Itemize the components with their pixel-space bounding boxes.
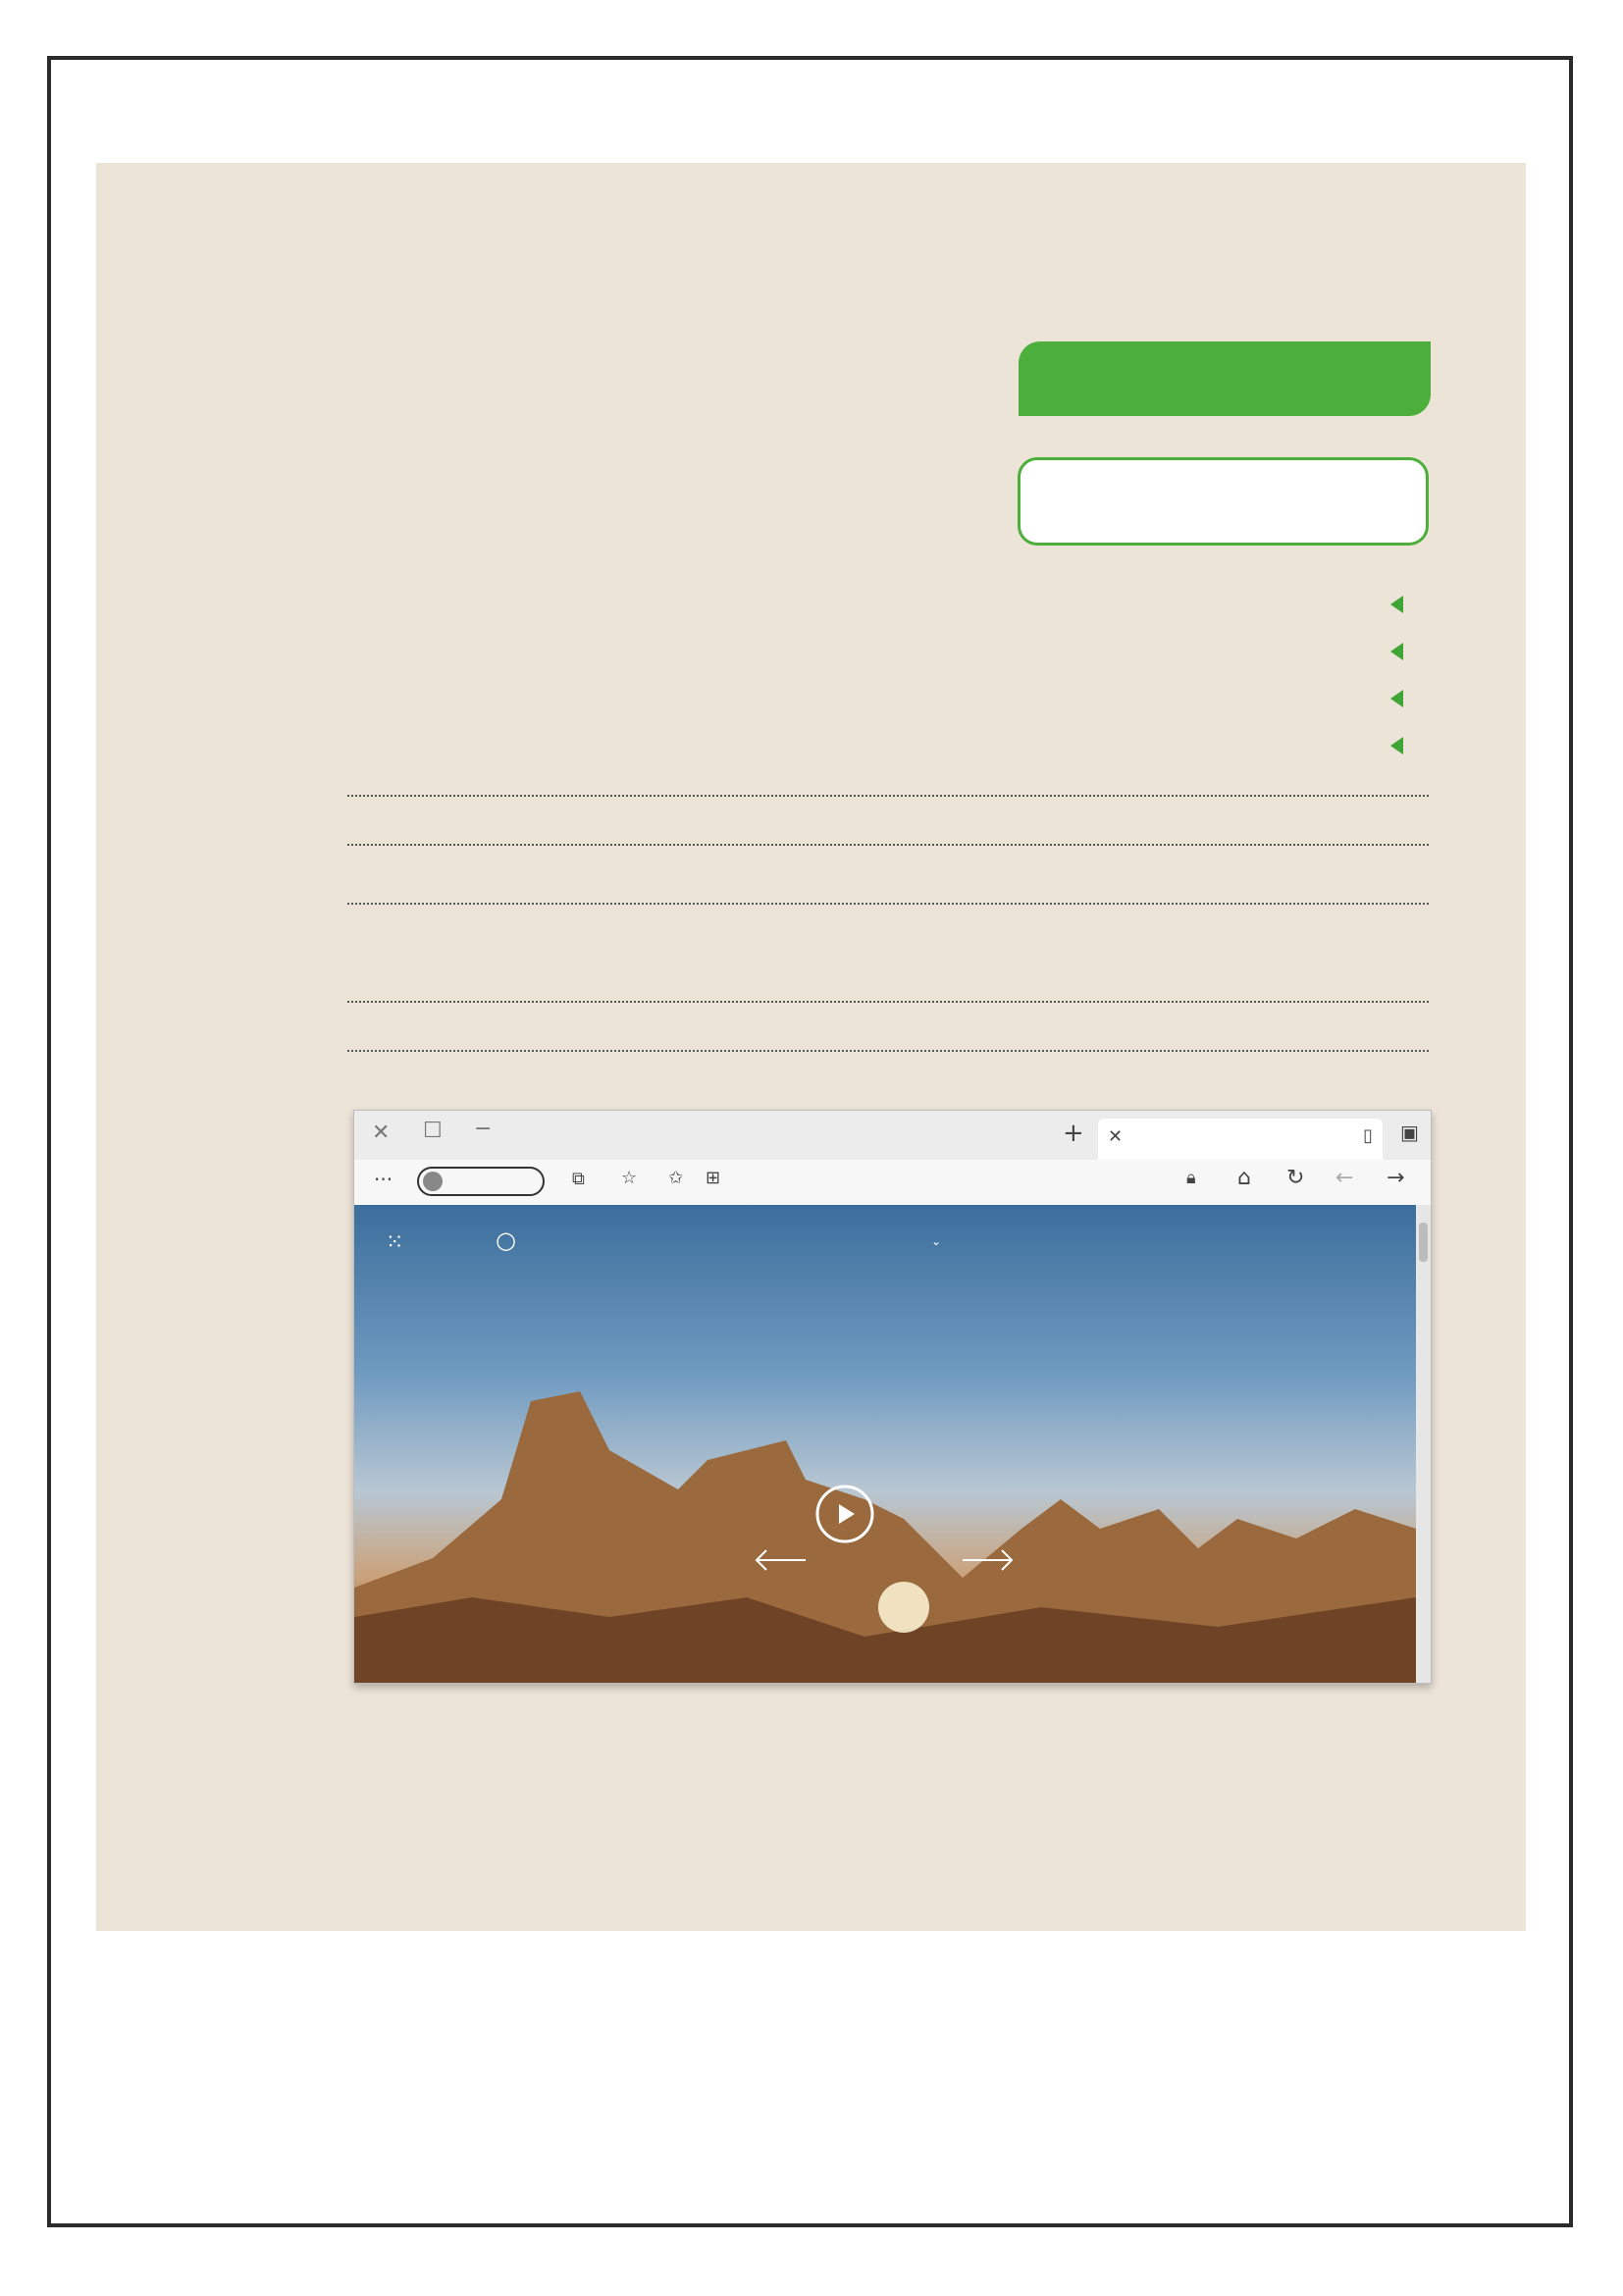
answer-line[interactable] (347, 844, 1429, 846)
browser-tab[interactable] (1098, 1119, 1383, 1160)
tab-bar (354, 1111, 1431, 1160)
home-icon[interactable]: ⌂ (1237, 1166, 1251, 1190)
step-item (471, 720, 1403, 767)
bullet-icon (1390, 690, 1403, 707)
new-tab-icon[interactable]: + (1063, 1119, 1084, 1148)
page-icon: ▯ (1363, 1125, 1373, 1146)
close-window-icon[interactable]: ✕ (372, 1121, 391, 1145)
back-icon[interactable]: → (1387, 1166, 1405, 1190)
ministry-logo (130, 1768, 365, 1915)
lock-icon: 🔒︎ (1186, 1168, 1196, 1188)
refresh-icon[interactable]: ↻ (1286, 1166, 1305, 1190)
search-icon[interactable]: ○ (496, 1226, 516, 1254)
goal-box (1018, 457, 1429, 546)
border-right-triangles (1573, 0, 1623, 2296)
answer-line[interactable] (347, 1050, 1429, 1052)
browser-window (353, 1110, 1432, 1684)
collections-icon[interactable]: ⧉ (572, 1169, 585, 1189)
answer-line[interactable] (347, 1001, 1429, 1003)
close-tab-icon[interactable]: ✕ (1108, 1126, 1124, 1147)
scroll-thumb[interactable] (1419, 1223, 1428, 1262)
border-bottom-triangles (0, 2227, 1623, 2296)
site-hero (354, 1205, 1416, 1683)
sync-button[interactable] (417, 1167, 545, 1196)
forward-icon[interactable]: ← (1335, 1166, 1354, 1190)
read-aloud-icon[interactable]: ⊞ (706, 1168, 721, 1188)
tab-actions-icon[interactable]: ▣ (1400, 1121, 1419, 1144)
ministry-logo-mark (130, 1768, 365, 1829)
steps-list (471, 579, 1403, 767)
section-tab (1019, 341, 1431, 416)
avatar (423, 1172, 443, 1191)
step-item (471, 673, 1403, 720)
favorites-icon[interactable]: ☆ (621, 1168, 638, 1188)
answer-line[interactable] (347, 795, 1429, 797)
ruins-graphic (354, 1205, 1416, 1683)
answer-line[interactable] (347, 903, 1429, 905)
grid-menu-icon[interactable]: ⁙ (386, 1230, 404, 1255)
scrollbar[interactable] (1416, 1205, 1431, 1683)
chevron-down-icon: ⌄ (931, 1234, 942, 1248)
minimize-icon[interactable]: − (474, 1117, 493, 1141)
vision-logo (982, 1225, 1051, 1279)
address-bar (354, 1160, 1431, 1206)
bullet-icon (1390, 737, 1403, 755)
border-top-triangles (0, 0, 1623, 56)
add-favorite-icon[interactable]: ✩ (668, 1168, 684, 1188)
bullet-icon (1390, 596, 1403, 613)
step-item (471, 579, 1403, 626)
maximize-icon[interactable]: ☐ (423, 1119, 443, 1143)
step-item (471, 626, 1403, 673)
border-left-triangles (0, 0, 47, 2296)
bullet-icon (1390, 643, 1403, 660)
more-icon[interactable]: ··· (374, 1168, 393, 1191)
